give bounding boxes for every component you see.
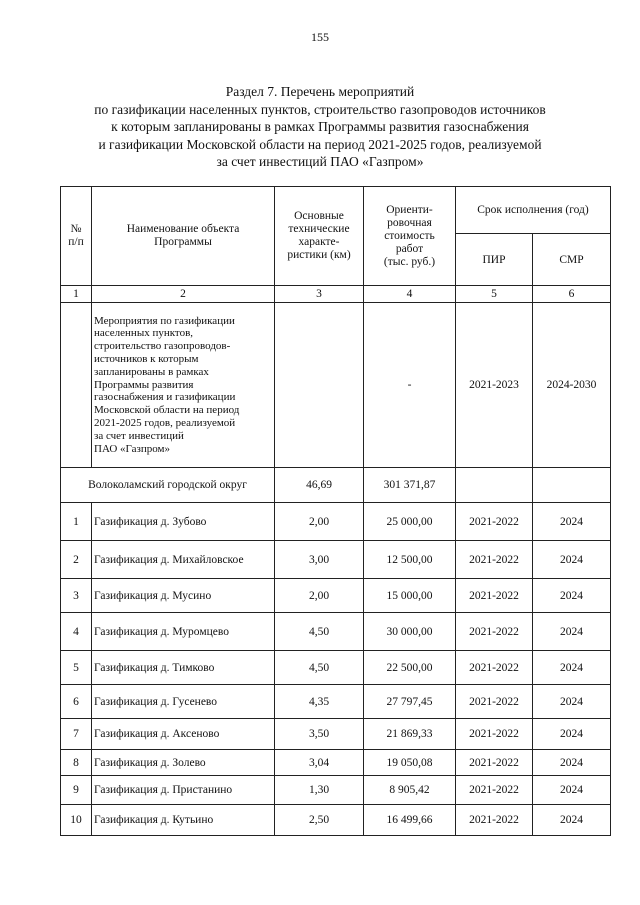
header-specs-line: характе- (298, 236, 340, 248)
row-num: 3 (61, 579, 92, 613)
row-km: 3,50 (275, 719, 364, 750)
header-pir: ПИР (456, 234, 533, 286)
row-cost: 12 500,00 (364, 541, 456, 579)
description-line: газоснабжения и газификации (94, 391, 236, 404)
page-number: 155 (311, 30, 329, 44)
table-row (61, 613, 611, 651)
row-smr: 2024 (533, 719, 611, 750)
row-name: Газификация д. Золево (92, 750, 275, 776)
row-pir: 2021-2022 (456, 503, 533, 541)
description-line: запланированы в рамках (94, 365, 209, 378)
header-num (61, 187, 92, 286)
district-row (61, 468, 611, 503)
row-cost: 16 499,66 (364, 805, 456, 836)
row-smr: 2024 (533, 776, 611, 805)
column-number: 5 (456, 286, 533, 303)
row-num: 4 (61, 613, 92, 651)
title-line: и газификации Московской области на период 2021-2025 годов, реализуемой (98, 136, 542, 152)
row-name: Газификация д. Аксеново (92, 719, 275, 750)
row-cost: 25 000,00 (364, 503, 456, 541)
row-smr: 2024 (533, 685, 611, 719)
description-row (61, 303, 611, 468)
row-name: Газификация д. Пристанино (92, 776, 275, 805)
header-specs-line: ристики (км) (287, 249, 351, 261)
table-row (61, 541, 611, 579)
district-km: 46,69 (275, 468, 364, 503)
column-number: 1 (61, 286, 92, 303)
description-pir: 2021-2023 (456, 303, 533, 468)
row-name: Газификация д. Гусенево (92, 685, 275, 719)
row-pir: 2021-2022 (456, 541, 533, 579)
row-pir: 2021-2022 (456, 613, 533, 651)
description-text (92, 303, 275, 468)
row-name: Газификация д. Кутьино (92, 805, 275, 836)
row-km: 2,00 (275, 503, 364, 541)
row-name: Газификация д. Зубово (92, 503, 275, 541)
row-km: 2,50 (275, 805, 364, 836)
row-pir: 2021-2022 (456, 750, 533, 776)
district-smr (533, 468, 611, 503)
description-line: Программы развития (94, 378, 194, 391)
row-name: Газификация д. Мусино (92, 579, 275, 613)
row-name: Газификация д. Михайловское (92, 541, 275, 579)
row-smr: 2024 (533, 541, 611, 579)
description-line: населенных пунктов, (94, 327, 194, 340)
row-km: 4,35 (275, 685, 364, 719)
rows-body (61, 503, 611, 836)
description-line: Мероприятия по газификации (94, 314, 235, 327)
row-num: 1 (61, 503, 92, 541)
row-cost: 8 905,42 (364, 776, 456, 805)
header-specs-line: технические (288, 223, 350, 235)
header-cost-line: Ориенти- (386, 203, 433, 216)
row-km: 2,00 (275, 579, 364, 613)
row-num: 8 (61, 750, 92, 776)
district-cost: 301 371,87 (364, 468, 456, 503)
row-km: 3,04 (275, 750, 364, 776)
header-specs (275, 187, 364, 286)
description-line: Московской области на период (94, 404, 240, 417)
header-num-line: п/п (68, 236, 84, 248)
header-name-line: Программы (154, 236, 212, 248)
header-term: Срок исполнения (год) (456, 187, 611, 234)
column-number: 6 (533, 286, 611, 303)
measures-table (60, 186, 611, 836)
title-line: к которым запланированы в рамках Программы развития газоснабжения (111, 119, 529, 135)
header-name-line: Наименование объекта (126, 223, 240, 235)
column-number: 2 (92, 286, 275, 303)
row-smr: 2024 (533, 613, 611, 651)
description-num (61, 303, 92, 468)
row-cost: 22 500,00 (364, 651, 456, 685)
row-cost: 27 797,45 (364, 685, 456, 719)
district-name: Волоколамский городской округ (61, 468, 275, 503)
row-pir: 2021-2022 (456, 719, 533, 750)
header-cost-line: работ (395, 242, 424, 255)
row-num: 2 (61, 541, 92, 579)
table-row (61, 579, 611, 613)
description-line: ПАО «Газпром» (94, 442, 170, 455)
row-km: 1,30 (275, 776, 364, 805)
row-num: 9 (61, 776, 92, 805)
description-smr: 2024-2030 (533, 303, 611, 468)
row-smr: 2024 (533, 750, 611, 776)
row-km: 4,50 (275, 651, 364, 685)
description-km (275, 303, 364, 468)
row-pir: 2021-2022 (456, 776, 533, 805)
table-row (61, 719, 611, 750)
header-cost-line: стоимость (384, 229, 435, 242)
title-line: за счет инвестиций ПАО «Газпром» (216, 154, 424, 170)
header-name (92, 187, 275, 286)
description-line: 2021-2025 годов, реализуемой (94, 416, 236, 429)
row-pir: 2021-2022 (456, 651, 533, 685)
description-line: строительство газопроводов- (94, 340, 231, 353)
column-number: 4 (364, 286, 456, 303)
table-row (61, 805, 611, 836)
table-row (61, 651, 611, 685)
row-km: 4,50 (275, 613, 364, 651)
section-title (40, 83, 600, 171)
row-smr: 2024 (533, 579, 611, 613)
row-num: 7 (61, 719, 92, 750)
header-row (61, 187, 611, 234)
header-cost-line: ровочная (387, 216, 432, 229)
table-row (61, 776, 611, 805)
row-km: 3,00 (275, 541, 364, 579)
row-num: 10 (61, 805, 92, 836)
title-line: по газификации населенных пунктов, строительство газопроводов источников (94, 101, 546, 117)
row-cost: 19 050,08 (364, 750, 456, 776)
column-numbers-row (61, 286, 611, 303)
row-smr: 2024 (533, 503, 611, 541)
header-cost-line: (тыс. руб.) (383, 255, 436, 268)
row-cost: 15 000,00 (364, 579, 456, 613)
header-smr: СМР (533, 234, 611, 286)
row-pir: 2021-2022 (456, 579, 533, 613)
table-row (61, 685, 611, 719)
table-row (61, 503, 611, 541)
row-name: Газификация д. Муромцево (92, 613, 275, 651)
row-pir: 2021-2022 (456, 685, 533, 719)
title-line: Раздел 7. Перечень мероприятий (225, 84, 415, 99)
row-smr: 2024 (533, 805, 611, 836)
header-specs-line: Основные (294, 210, 344, 222)
header-num-line: № (70, 223, 82, 235)
row-num: 5 (61, 651, 92, 685)
row-cost: 30 000,00 (364, 613, 456, 651)
row-pir: 2021-2022 (456, 805, 533, 836)
description-cost: - (364, 303, 456, 468)
row-cost: 21 869,33 (364, 719, 456, 750)
description-line: за счет инвестиций (94, 429, 184, 442)
table-row (61, 750, 611, 776)
district-pir (456, 468, 533, 503)
row-num: 6 (61, 685, 92, 719)
description-line: источников к которым (94, 353, 199, 365)
header-cost (364, 187, 456, 286)
row-smr: 2024 (533, 651, 611, 685)
column-number: 3 (275, 286, 364, 303)
row-name: Газификация д. Тимково (92, 651, 275, 685)
